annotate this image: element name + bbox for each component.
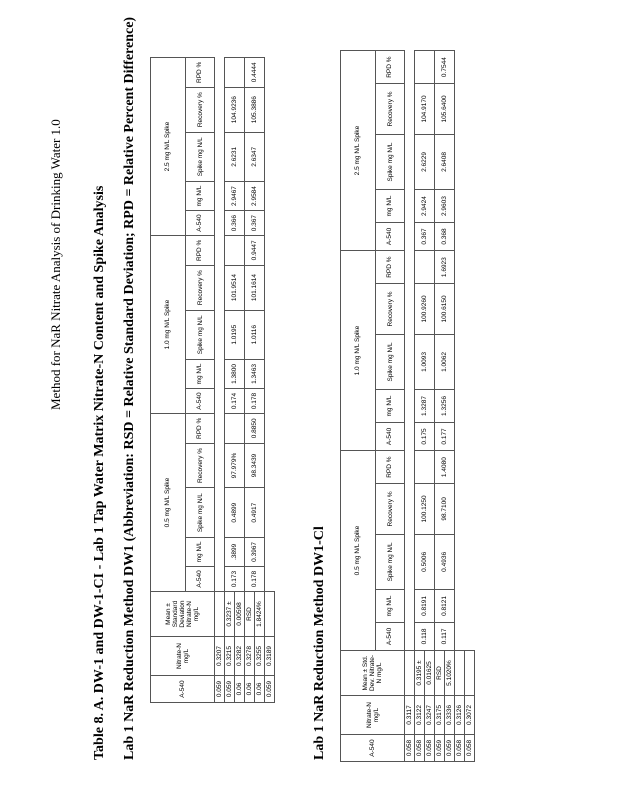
t1-sub-mgnl: mg N/L <box>186 181 215 210</box>
t1-sub-mgnl: mg N/L <box>186 359 215 388</box>
t1-spike-05-header: 0.5 mg N/L Spike <box>151 414 186 592</box>
mean-cell: 0.01625 <box>425 651 435 696</box>
t1-sub-mgnl: mg N/L <box>186 537 215 566</box>
mean-cell <box>405 651 415 696</box>
spike-cell <box>415 451 435 484</box>
t1-col-nitrate: Nitrate-N mg/L <box>151 637 215 676</box>
t1-sub-recovery: Recovery % <box>186 265 215 310</box>
spike-cell: 0.174 <box>225 389 245 414</box>
mean-cell: 0.3195 ± <box>415 651 425 696</box>
spike-cell: 2.9467 <box>225 181 245 210</box>
t2-sub-a540: A-540 <box>376 622 405 650</box>
spike-cell: 1.3463 <box>245 359 265 388</box>
spike-cell: 2.6229 <box>415 134 435 189</box>
spike-cell: 1.3256 <box>435 390 455 423</box>
a540-cell: 0.06 <box>255 676 265 703</box>
t2-sub-a540: A-540 <box>376 422 405 450</box>
dw1-table <box>150 57 275 703</box>
t1-sub-recovery: Recovery % <box>186 87 215 132</box>
t1-sub-rpd: RPD % <box>186 414 215 444</box>
t1-sub-a540: A-540 <box>186 211 215 236</box>
spike-cell: 100.6150 <box>435 284 455 334</box>
t1-spike-25-header: 2.5 mg N/L Spike <box>151 58 186 236</box>
spike-cell: 0.3967 <box>245 537 265 566</box>
spike-cell: 2.6408 <box>435 134 455 189</box>
spike-cell: 101.9514 <box>225 265 245 310</box>
t1-sub-a540: A-540 <box>186 389 215 414</box>
t2-sub-recovery: Recovery % <box>376 484 405 534</box>
t2-sub-spike: Spike mg N/L <box>376 134 405 189</box>
spike-cell: 2.9584 <box>245 181 265 210</box>
spike-cell: 105.3886 <box>245 87 265 132</box>
spike-cell: .3899 <box>225 537 245 566</box>
spike-cell: 97.979% <box>225 443 245 488</box>
a540-cell: 0.059 <box>215 676 225 703</box>
t2-sub-mgnl: mg N/L <box>376 190 405 223</box>
spike-cell: 1.0062 <box>435 334 455 389</box>
nitrate-cell: 0.3255 <box>255 637 265 676</box>
spike-cell: 98.3439 <box>245 443 265 488</box>
t2-sub-mgnl: mg N/L <box>376 390 405 423</box>
t2-sub-spike: Spike mg N/L <box>376 534 405 589</box>
empty-cell <box>455 51 465 651</box>
spike-cell <box>415 51 435 84</box>
spike-cell: 1.3800 <box>225 359 245 388</box>
table-row <box>215 58 225 703</box>
spike-cell: 0.366 <box>225 211 245 236</box>
t1-col-mean: Mean ± Standard Deviation Nitrate-N mg/L <box>151 592 215 637</box>
mean-cell: 5.1020% <box>445 651 455 696</box>
spike-cell <box>225 236 245 266</box>
mean-cell <box>465 651 475 696</box>
spike-cell: 0.178 <box>245 566 265 591</box>
nitrate-cell: 0.3175 <box>435 696 445 735</box>
spike-cell: 1.0195 <box>225 310 245 359</box>
mean-cell: RSD <box>245 592 255 637</box>
a540-cell: 0.06 <box>245 676 255 703</box>
page-header: Method for NaR Nitrate Analysis of Drinking Water 1.0 <box>48 119 63 410</box>
dw1-cl-table <box>340 50 475 762</box>
spike-cell <box>225 58 245 88</box>
t2-spike-25-header: 2.5 mg N/L Spike <box>341 51 376 251</box>
spike-cell: 104.9170 <box>415 84 435 134</box>
nitrate-cell: 0.3126 <box>455 696 465 735</box>
table-row <box>265 58 275 703</box>
mean-cell <box>265 592 275 637</box>
nitrate-cell: 0.3117 <box>405 696 415 735</box>
spike-cell: 0.8850 <box>245 414 265 444</box>
spike-cell: 2.9424 <box>415 190 435 223</box>
table-row <box>405 51 415 762</box>
spike-cell: 0.8191 <box>415 590 435 623</box>
t2-sub-rpd: RPD % <box>376 451 405 484</box>
t2-col-a540: A-540 <box>341 735 405 762</box>
nitrate-cell: 0.3215 <box>225 637 235 676</box>
section1-title: Lab 1 NaR Reduction Method DW1 (Abbreviation: RSD = Relative Standard Deviation; RPD = Relative Percent Difference) <box>122 16 137 760</box>
spike-cell: 0.173 <box>225 566 245 591</box>
table-row <box>435 51 445 762</box>
table-row <box>465 51 475 762</box>
t2-sub-a540: A-540 <box>376 222 405 250</box>
spike-cell: 0.118 <box>415 622 435 650</box>
mean-cell: 0.00598 <box>235 592 245 637</box>
spike-cell: 2.6347 <box>245 132 265 181</box>
t1-sub-spike: Spike mg N/L <box>186 310 215 359</box>
table-row <box>245 58 255 703</box>
mean-cell: 0.3237 ± <box>225 592 235 637</box>
spike-cell: 2.9603 <box>435 190 455 223</box>
spike-cell: 0.175 <box>415 422 435 450</box>
nitrate-cell: 0.3207 <box>215 637 225 676</box>
spike-cell: 1.6923 <box>435 251 455 284</box>
empty-cell <box>215 58 225 592</box>
a540-cell: 0.058 <box>425 735 435 762</box>
spike-cell: 105.6400 <box>435 84 455 134</box>
mean-cell <box>215 592 225 637</box>
a540-cell: 0.058 <box>405 735 415 762</box>
spike-cell: 0.177 <box>435 422 455 450</box>
t1-sub-spike: Spike mg N/L <box>186 488 215 537</box>
t2-spike-10-header: 1.0 mg N/L Spike <box>341 251 376 451</box>
spike-cell <box>415 251 435 284</box>
nitrate-cell: 0.3122 <box>415 696 425 735</box>
t2-sub-rpd: RPD % <box>376 251 405 284</box>
t1-spike-10-header: 1.0 mg N/L Spike <box>151 236 186 414</box>
spike-cell: 0.4899 <box>225 488 245 537</box>
spike-cell: 100.9260 <box>415 284 435 334</box>
empty-cell <box>405 51 415 651</box>
t1-sub-rpd: RPD % <box>186 236 215 266</box>
spike-cell: 1.0116 <box>245 310 265 359</box>
spike-cell: 0.7544 <box>435 51 455 84</box>
t2-spike-05-header: 0.5 mg N/L Spike <box>341 451 376 651</box>
mean-cell: RSD <box>435 651 445 696</box>
spike-cell: 0.5006 <box>415 534 435 589</box>
table-title: Table 8. A. DW-1 and DW-1-CI - Lab 1 Tap Water Matrix Nitrate-N Content and Spike Analysis <box>92 185 107 760</box>
t1-sub-recovery: Recovery % <box>186 443 215 488</box>
spike-cell: 2.6231 <box>225 132 245 181</box>
a540-cell: 0.058 <box>415 735 425 762</box>
spike-cell: 1.4080 <box>435 451 455 484</box>
nitrate-cell: 0.3072 <box>465 696 475 735</box>
spike-cell: 0.4917 <box>245 488 265 537</box>
spike-cell: 0.368 <box>435 222 455 250</box>
a540-cell: 0.059 <box>225 676 235 703</box>
spike-cell <box>225 414 245 444</box>
empty-cell <box>465 51 475 651</box>
spike-cell: 0.8121 <box>435 590 455 623</box>
t2-sub-recovery: Recovery % <box>376 284 405 334</box>
t1-sub-a540: A-540 <box>186 566 215 591</box>
t2-col-nitrate: Nitrate-N mg/L <box>341 696 405 735</box>
spike-cell: 1.3287 <box>415 390 435 423</box>
table-row <box>455 51 465 762</box>
nitrate-cell: 0.3282 <box>235 637 245 676</box>
section2-title: Lab 1 NaR Reduction Method DW1-Cl <box>312 526 327 760</box>
spike-cell: 0.367 <box>415 222 435 250</box>
a540-cell: 0.059 <box>435 735 445 762</box>
t2-col-mean: Mean ± Std. Dev. Nitrate-N mg/L <box>341 651 405 696</box>
t1-col-a540: A-540 <box>151 676 215 703</box>
t1-sub-spike: Spike mg N/L <box>186 132 215 181</box>
spike-cell: 104.9236 <box>225 87 245 132</box>
a540-cell: 0.058 <box>465 735 475 762</box>
table-row <box>225 58 235 703</box>
mean-cell: 1.8424% <box>255 592 265 637</box>
spike-cell: 1.0093 <box>415 334 435 389</box>
spike-cell: 0.117 <box>435 622 455 650</box>
table-row <box>415 51 425 762</box>
a540-cell: 0.059 <box>265 676 275 703</box>
t2-sub-recovery: Recovery % <box>376 84 405 134</box>
nitrate-cell: 0.3247 <box>425 696 435 735</box>
nitrate-cell: 0.3336 <box>445 696 455 735</box>
spike-cell: 0.4936 <box>435 534 455 589</box>
nitrate-cell: 0.3189 <box>265 637 275 676</box>
a540-cell: 0.059 <box>445 735 455 762</box>
spike-cell: 100.1250 <box>415 484 435 534</box>
spike-cell: 0.9447 <box>245 236 265 266</box>
t2-sub-mgnl: mg N/L <box>376 590 405 623</box>
spike-cell: 0.178 <box>245 389 265 414</box>
a540-cell: 0.06 <box>235 676 245 703</box>
spike-cell: 0.4444 <box>245 58 265 88</box>
nitrate-cell: 0.3278 <box>245 637 255 676</box>
spike-cell: 101.1614 <box>245 265 265 310</box>
t1-sub-rpd: RPD % <box>186 58 215 88</box>
t2-sub-spike: Spike mg N/L <box>376 334 405 389</box>
spike-cell: 98.7100 <box>435 484 455 534</box>
a540-cell: 0.058 <box>455 735 465 762</box>
spike-cell: 0.367 <box>245 211 265 236</box>
empty-cell <box>265 58 275 592</box>
t2-sub-rpd: RPD % <box>376 51 405 84</box>
mean-cell <box>455 651 465 696</box>
